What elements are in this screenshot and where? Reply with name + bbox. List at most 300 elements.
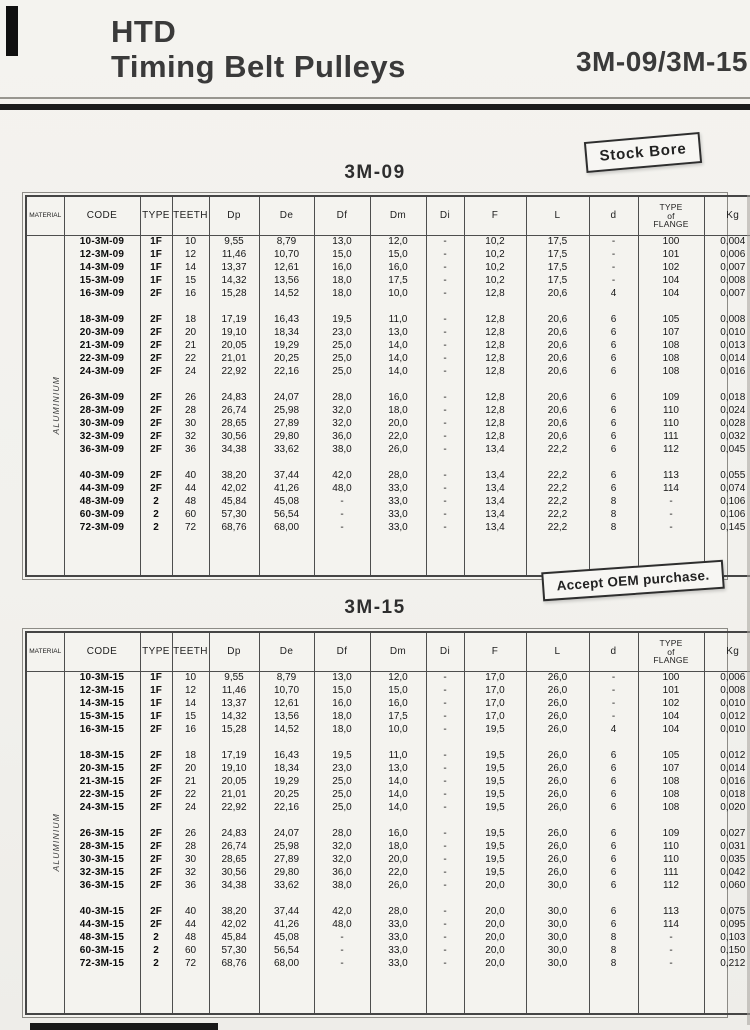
empty-cell (259, 815, 314, 828)
cell-type: 2F (140, 841, 172, 854)
empty-cell (526, 301, 589, 314)
table-frame-3m09 (22, 192, 746, 580)
cell-dp: 21,01 (209, 789, 259, 802)
empty-cell (140, 535, 172, 577)
table-row (26, 470, 750, 483)
cell-f: 13,4 (464, 444, 526, 457)
cell-kg: 0,007 (704, 262, 750, 275)
cell-l: 17,5 (526, 249, 589, 262)
cell-type: 1F (140, 685, 172, 698)
column-header: F (464, 632, 526, 672)
cell-df: 48,0 (314, 919, 370, 932)
empty-cell (704, 457, 750, 470)
cell-dp: 34,38 (209, 444, 259, 457)
cell-code: 16-3M-09 (64, 288, 140, 301)
cell-kg: 0,045 (704, 444, 750, 457)
cell-f: 19,5 (464, 828, 526, 841)
cell-f: 13,4 (464, 522, 526, 535)
cell-l: 30,0 (526, 880, 589, 893)
cell-df: 18,0 (314, 724, 370, 737)
cell-de: 10,70 (259, 685, 314, 698)
cell-type: 2F (140, 405, 172, 418)
cell-d: 6 (589, 776, 638, 789)
empty-cell (259, 301, 314, 314)
cell-kg: 0,013 (704, 340, 750, 353)
cell-l: 17,5 (526, 262, 589, 275)
cell-d: - (589, 711, 638, 724)
cell-d: 6 (589, 750, 638, 763)
cell-code: 18-3M-15 (64, 750, 140, 763)
table-row (26, 327, 750, 340)
table-row (26, 945, 750, 958)
empty-cell (638, 457, 704, 470)
cell-df: 23,0 (314, 763, 370, 776)
cell-kg: 0,016 (704, 776, 750, 789)
cell-df: 18,0 (314, 711, 370, 724)
cell-f: 19,5 (464, 867, 526, 880)
cell-df: - (314, 958, 370, 971)
cell-de: 45,08 (259, 496, 314, 509)
cell-di: - (426, 483, 464, 496)
empty-cell (172, 535, 209, 577)
cell-dp: 11,46 (209, 685, 259, 698)
cell-l: 26,0 (526, 763, 589, 776)
cell-de: 13,56 (259, 711, 314, 724)
material-column-header: MATERIAL (26, 196, 64, 236)
empty-cell (464, 535, 526, 577)
cell-df: 15,0 (314, 685, 370, 698)
cell-dm: 26,0 (370, 444, 426, 457)
cell-d: - (589, 685, 638, 698)
empty-cell (209, 815, 259, 828)
empty-cell (140, 815, 172, 828)
table-row (26, 392, 750, 405)
cell-de: 16,43 (259, 314, 314, 327)
cell-flange: 108 (638, 353, 704, 366)
cell-teeth: 12 (172, 249, 209, 262)
empty-cell (64, 301, 140, 314)
column-header: Kg (704, 196, 750, 236)
cell-teeth: 14 (172, 262, 209, 275)
cell-df: 32,0 (314, 854, 370, 867)
cell-dm: 22,0 (370, 431, 426, 444)
empty-cell (172, 737, 209, 750)
cell-df: 25,0 (314, 340, 370, 353)
cell-l: 22,2 (526, 444, 589, 457)
cell-type: 2F (140, 444, 172, 457)
cell-df: - (314, 496, 370, 509)
cell-flange: 101 (638, 685, 704, 698)
cell-flange: 113 (638, 470, 704, 483)
cell-dm: 18,0 (370, 405, 426, 418)
cell-code: 72-3M-15 (64, 958, 140, 971)
column-header: d (589, 632, 638, 672)
cell-dm: 33,0 (370, 958, 426, 971)
cell-type: 2F (140, 802, 172, 815)
cell-type: 2F (140, 483, 172, 496)
cell-code: 30-3M-09 (64, 418, 140, 431)
empty-cell (526, 457, 589, 470)
column-header: Dm (370, 196, 426, 236)
cell-code: 12-3M-15 (64, 685, 140, 698)
cell-di: - (426, 236, 464, 249)
table-row (26, 353, 750, 366)
table-frame-3m15 (22, 628, 746, 1018)
cell-dp: 22,92 (209, 366, 259, 379)
cell-f: 12,8 (464, 431, 526, 444)
cell-l: 30,0 (526, 932, 589, 945)
cell-kg: 0,031 (704, 841, 750, 854)
empty-cell (370, 379, 426, 392)
column-header: Kg (704, 632, 750, 672)
cell-flange: 108 (638, 802, 704, 815)
table-row (26, 275, 750, 288)
table-row (26, 763, 750, 776)
cell-code: 20-3M-09 (64, 327, 140, 340)
cell-di: - (426, 496, 464, 509)
cell-f: 12,8 (464, 366, 526, 379)
cell-de: 33,62 (259, 444, 314, 457)
cell-kg: 0,018 (704, 789, 750, 802)
cell-de: 41,26 (259, 483, 314, 496)
spacer-row (26, 301, 750, 314)
cell-type: 2 (140, 932, 172, 945)
empty-cell (172, 815, 209, 828)
cell-code: 16-3M-15 (64, 724, 140, 737)
cell-dp: 57,30 (209, 945, 259, 958)
column-header: L (526, 196, 589, 236)
column-header: Dm (370, 632, 426, 672)
cell-flange: 110 (638, 405, 704, 418)
cell-code: 32-3M-09 (64, 431, 140, 444)
cell-flange: 111 (638, 431, 704, 444)
cell-l: 26,0 (526, 802, 589, 815)
column-header: Di (426, 632, 464, 672)
cell-df: 16,0 (314, 262, 370, 275)
cell-f: 12,8 (464, 327, 526, 340)
cell-teeth: 72 (172, 522, 209, 535)
cell-d: - (589, 236, 638, 249)
cell-dm: 11,0 (370, 750, 426, 763)
cell-di: - (426, 418, 464, 431)
cell-de: 24,07 (259, 392, 314, 405)
empty-cell (259, 457, 314, 470)
cell-dp: 17,19 (209, 750, 259, 763)
cell-type: 2F (140, 789, 172, 802)
cell-l: 26,0 (526, 724, 589, 737)
cell-dm: 33,0 (370, 483, 426, 496)
cell-teeth: 24 (172, 802, 209, 815)
column-header: Df (314, 632, 370, 672)
cell-di: - (426, 828, 464, 841)
empty-cell (589, 457, 638, 470)
cell-flange: 109 (638, 828, 704, 841)
empty-cell (172, 301, 209, 314)
cell-di: - (426, 880, 464, 893)
cell-flange: 104 (638, 711, 704, 724)
table-row (26, 919, 750, 932)
cell-dp: 15,28 (209, 288, 259, 301)
cell-di: - (426, 366, 464, 379)
cell-code: 44-3M-09 (64, 483, 140, 496)
cell-dm: 33,0 (370, 919, 426, 932)
cell-teeth: 20 (172, 763, 209, 776)
cell-d: 6 (589, 431, 638, 444)
cell-kg: 0,008 (704, 685, 750, 698)
table-row (26, 828, 750, 841)
cell-d: 6 (589, 418, 638, 431)
cell-f: 19,5 (464, 841, 526, 854)
cell-kg: 0,012 (704, 711, 750, 724)
product-title-heading: Timing Belt Pulleys (111, 49, 406, 84)
cell-d: 6 (589, 366, 638, 379)
cell-code: 12-3M-09 (64, 249, 140, 262)
cell-dm: 17,5 (370, 275, 426, 288)
cell-dp: 26,74 (209, 405, 259, 418)
column-header: De (259, 196, 314, 236)
table-title-3m15: 3M-15 (344, 597, 406, 618)
cell-teeth: 18 (172, 314, 209, 327)
cell-dm: 15,0 (370, 685, 426, 698)
empty-cell (589, 971, 638, 1015)
empty-cell (426, 737, 464, 750)
table-row (26, 685, 750, 698)
cell-de: 37,44 (259, 470, 314, 483)
cell-l: 20,6 (526, 340, 589, 353)
cell-l: 26,0 (526, 685, 589, 698)
cell-type: 1F (140, 672, 172, 685)
empty-cell (370, 457, 426, 470)
cell-di: - (426, 841, 464, 854)
cell-f: 20,0 (464, 906, 526, 919)
cell-teeth: 10 (172, 236, 209, 249)
cell-flange: 108 (638, 789, 704, 802)
cell-f: 10,2 (464, 262, 526, 275)
cell-de: 13,56 (259, 275, 314, 288)
header-row (26, 632, 750, 672)
cell-l: 30,0 (526, 958, 589, 971)
cell-teeth: 21 (172, 340, 209, 353)
cell-df: 42,0 (314, 470, 370, 483)
cell-kg: 0,008 (704, 314, 750, 327)
cell-di: - (426, 522, 464, 535)
cell-type: 2 (140, 958, 172, 971)
empty-cell (259, 379, 314, 392)
cell-flange: 109 (638, 392, 704, 405)
cell-type: 1F (140, 262, 172, 275)
empty-cell (209, 301, 259, 314)
empty-cell (209, 893, 259, 906)
cell-l: 20,6 (526, 314, 589, 327)
cell-d: 4 (589, 724, 638, 737)
cell-l: 20,6 (526, 392, 589, 405)
cell-df: 38,0 (314, 444, 370, 457)
cell-l: 26,0 (526, 750, 589, 763)
empty-cell (704, 893, 750, 906)
cell-type: 1F (140, 236, 172, 249)
cell-d: 6 (589, 854, 638, 867)
cell-di: - (426, 405, 464, 418)
cell-kg: 0,024 (704, 405, 750, 418)
cell-teeth: 22 (172, 789, 209, 802)
cell-df: 23,0 (314, 327, 370, 340)
cell-d: 4 (589, 288, 638, 301)
cell-d: 6 (589, 867, 638, 880)
empty-cell (370, 301, 426, 314)
cell-f: 20,0 (464, 945, 526, 958)
empty-cell (526, 815, 589, 828)
cell-dm: 14,0 (370, 353, 426, 366)
cell-teeth: 15 (172, 711, 209, 724)
cell-f: 20,0 (464, 932, 526, 945)
empty-cell (704, 815, 750, 828)
cell-dp: 28,65 (209, 418, 259, 431)
cell-d: - (589, 672, 638, 685)
cell-df: 28,0 (314, 392, 370, 405)
cell-di: - (426, 262, 464, 275)
column-header: Dp (209, 196, 259, 236)
cell-type: 2F (140, 750, 172, 763)
cell-kg: 0,007 (704, 288, 750, 301)
cell-kg: 0,106 (704, 509, 750, 522)
cell-teeth: 32 (172, 867, 209, 880)
cell-type: 2 (140, 945, 172, 958)
cell-de: 19,29 (259, 340, 314, 353)
cell-df: 19,5 (314, 750, 370, 763)
cell-kg: 0,020 (704, 802, 750, 815)
cell-l: 26,0 (526, 867, 589, 880)
material-column-header: MATERIAL (26, 632, 64, 672)
pulley-table-3m15 (25, 631, 750, 1015)
cell-df: 25,0 (314, 789, 370, 802)
cell-f: 13,4 (464, 470, 526, 483)
cell-flange: 105 (638, 314, 704, 327)
cell-kg: 0,032 (704, 431, 750, 444)
cell-d: - (589, 249, 638, 262)
cell-d: - (589, 275, 638, 288)
cell-de: 20,25 (259, 353, 314, 366)
empty-cell (140, 737, 172, 750)
cell-dm: 14,0 (370, 789, 426, 802)
table-row (26, 262, 750, 275)
cell-flange: 102 (638, 262, 704, 275)
cell-kg: 0,075 (704, 906, 750, 919)
empty-cell (209, 457, 259, 470)
empty-cell (638, 737, 704, 750)
cell-type: 2F (140, 353, 172, 366)
cell-type: 2F (140, 340, 172, 353)
column-header: CODE (64, 196, 140, 236)
table-row (26, 496, 750, 509)
table-row (26, 431, 750, 444)
spacer-row (26, 737, 750, 750)
pulley-table-3m09 (25, 195, 750, 577)
cell-dm: 14,0 (370, 366, 426, 379)
cell-di: - (426, 945, 464, 958)
cell-di: - (426, 750, 464, 763)
table-row (26, 789, 750, 802)
cell-teeth: 48 (172, 496, 209, 509)
cell-d: 8 (589, 522, 638, 535)
empty-cell (314, 379, 370, 392)
empty-cell (314, 815, 370, 828)
cell-de: 8,79 (259, 236, 314, 249)
cell-de: 18,34 (259, 763, 314, 776)
cell-kg: 0,006 (704, 249, 750, 262)
table-row (26, 418, 750, 431)
cell-dp: 21,01 (209, 353, 259, 366)
cell-kg: 0,106 (704, 496, 750, 509)
cell-teeth: 12 (172, 685, 209, 698)
cell-code: 10-3M-09 (64, 236, 140, 249)
cell-teeth: 32 (172, 431, 209, 444)
cell-di: - (426, 340, 464, 353)
cell-kg: 0,014 (704, 763, 750, 776)
cell-code: 14-3M-15 (64, 698, 140, 711)
cell-dm: 33,0 (370, 945, 426, 958)
cell-de: 10,70 (259, 249, 314, 262)
material-label: ALUMINIUM (51, 375, 61, 434)
empty-cell (370, 535, 426, 577)
cell-f: 20,0 (464, 880, 526, 893)
cell-kg: 0,145 (704, 522, 750, 535)
cell-f: 10,2 (464, 275, 526, 288)
cell-dm: 10,0 (370, 288, 426, 301)
empty-cell (464, 971, 526, 1015)
cell-df: 48,0 (314, 483, 370, 496)
cell-df: - (314, 932, 370, 945)
spacer-row (26, 815, 750, 828)
cell-df: 18,0 (314, 275, 370, 288)
table-row (26, 366, 750, 379)
spacer-row (26, 379, 750, 392)
cell-flange: 107 (638, 763, 704, 776)
cell-di: - (426, 789, 464, 802)
spacer-row (26, 893, 750, 906)
cell-de: 20,25 (259, 789, 314, 802)
cell-de: 29,80 (259, 867, 314, 880)
cell-flange: - (638, 958, 704, 971)
table-row (26, 724, 750, 737)
table-row (26, 340, 750, 353)
cell-flange: 114 (638, 483, 704, 496)
empty-cell (140, 301, 172, 314)
empty-cell (638, 971, 704, 1015)
product-line-heading: HTD (111, 14, 177, 49)
cell-teeth: 10 (172, 672, 209, 685)
cell-f: 12,8 (464, 392, 526, 405)
cell-f: 19,5 (464, 750, 526, 763)
cell-df: 15,0 (314, 249, 370, 262)
cell-l: 26,0 (526, 776, 589, 789)
cell-dm: 13,0 (370, 327, 426, 340)
cell-teeth: 60 (172, 945, 209, 958)
empty-cell (426, 971, 464, 1015)
cell-df: 25,0 (314, 776, 370, 789)
cell-kg: 0,010 (704, 327, 750, 340)
cell-kg: 0,074 (704, 483, 750, 496)
cell-teeth: 14 (172, 698, 209, 711)
cell-teeth: 36 (172, 880, 209, 893)
cell-dm: 33,0 (370, 509, 426, 522)
cell-de: 12,61 (259, 698, 314, 711)
cell-teeth: 28 (172, 405, 209, 418)
empty-cell (464, 301, 526, 314)
cell-df: 32,0 (314, 418, 370, 431)
cell-code: 30-3M-15 (64, 854, 140, 867)
cell-teeth: 26 (172, 828, 209, 841)
column-header: TYPE (140, 632, 172, 672)
